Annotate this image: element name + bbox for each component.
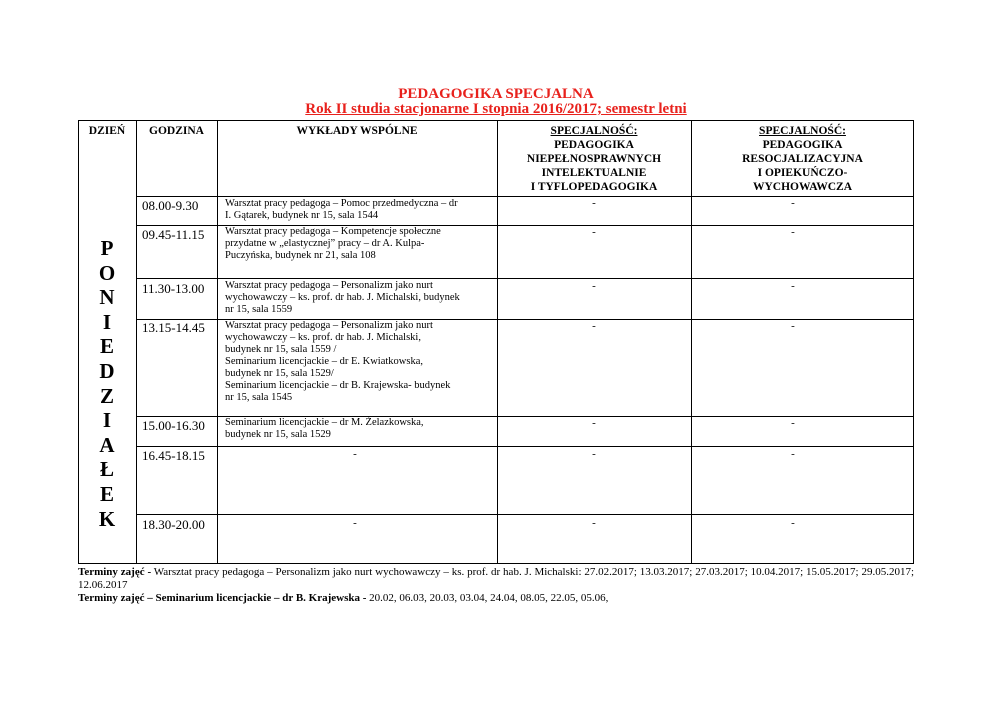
day-letter: K — [98, 506, 116, 531]
specialty-2-cell: - — [791, 197, 795, 209]
time-slot: 18.30-20.00 — [142, 517, 205, 532]
day-letter: O — [98, 260, 116, 285]
lecture-cell: - — [353, 517, 357, 529]
specialty-1-cell: - — [592, 320, 596, 332]
page-subtitle: Rok II studia stacjonarne I stopnia 2016/2017; semestr letni — [305, 101, 687, 117]
header-day: DZIEŃ — [88, 125, 126, 137]
specialty-1-cell: - — [592, 197, 596, 209]
lecture-line: nr 15, sala 1545 — [225, 392, 293, 403]
page-title: PEDAGOGIKA SPECJALNA — [398, 86, 594, 102]
time-slot: 16.45-18.15 — [142, 448, 205, 463]
specialty-1-cell: - — [592, 226, 596, 238]
header-specialty-2 — [691, 124, 914, 194]
specialty-2-name: PEDAGOGIKA — [762, 139, 843, 151]
time-slot: 15.00-16.30 — [142, 418, 205, 433]
lecture-line: Warsztat pracy pedagoga – Pomoc przedmedyczna – dr — [225, 198, 458, 209]
specialty-1-cell: - — [592, 448, 596, 460]
header-lectures: WYKŁADY WSPÓLNE — [296, 125, 418, 137]
lecture-line: I. Gątarek, budynek nr 15, sala 1544 — [225, 210, 379, 221]
specialty-1-label: SPECJALNOŚĆ: — [550, 125, 638, 137]
specialty-2-cell: - — [791, 448, 795, 460]
lecture-line: wychowawczy – ks. prof. dr hab. J. Michalski, budynek — [225, 292, 460, 303]
header-hour: GODZINA — [149, 125, 204, 137]
specialty-2-cell: - — [791, 280, 795, 292]
specialty-1-cell: - — [592, 417, 596, 429]
lecture-line: Warsztat pracy pedagoga – Personalizm jako nurt — [225, 320, 433, 331]
specialty-1-cell: - — [592, 280, 596, 292]
specialty-2-cell: - — [791, 320, 795, 332]
col-divider — [136, 120, 137, 564]
day-letter: A — [99, 432, 115, 457]
day-letter: N — [99, 285, 115, 310]
time-slot: 08.00-9.30 — [142, 198, 199, 213]
lecture-line: przydatne w „elastycznej” pracy – dr A. Kulpa- — [225, 238, 425, 249]
lecture-line: wychowawczy – ks. prof. dr hab. J. Michalski, — [225, 332, 421, 343]
specialty-1-name: PEDAGOGIKA — [554, 139, 634, 151]
specialty-1-name: I TYFLOPEDAGOGIKA — [530, 181, 658, 193]
specialty-2-cell: - — [791, 417, 795, 429]
schedule-notes — [78, 566, 914, 605]
specialty-1-name: NIEPEŁNOSPRAWNYCH — [526, 153, 662, 165]
day-letter: E — [99, 334, 114, 359]
lecture-cell — [225, 417, 495, 441]
day-name-vertical — [78, 236, 136, 531]
lecture-line: Seminarium licencjackie – dr M. Żelazkowska, — [225, 417, 424, 428]
time-slot: 13.15-14.45 — [142, 320, 205, 335]
specialty-2-cell: - — [791, 226, 795, 238]
lecture-cell: - — [353, 448, 357, 460]
note-krajewska — [78, 592, 914, 605]
lecture-line: Seminarium licencjackie – dr B. Krajewska- budynek — [225, 380, 451, 391]
note-label: Terminy zajęć – Seminarium licencjackie – dr B. Krajewska - — [78, 592, 367, 604]
lecture-line: Seminarium licencjackie – dr E. Kwiatkowska, — [225, 356, 423, 367]
day-letter: P — [100, 236, 114, 260]
row-divider — [136, 278, 914, 279]
lecture-cell — [225, 226, 495, 262]
day-letter: E — [99, 481, 114, 506]
lecture-line: Puczyńska, budynek nr 21, sala 108 — [225, 250, 376, 261]
note-text: Warsztat pracy pedagoga – Personalizm jako nurt wychowawczy – ks. prof. dr hab. J. Michalski: 27.02.2017; 13.03.2017; 27.03.2017; 10.04.2017; 15.05.2017; 29.05.2017; 12.06.2017 — [78, 566, 914, 591]
lecture-line: Warsztat pracy pedagoga – Kompetencje społeczne — [225, 226, 441, 237]
lecture-cell — [225, 280, 495, 316]
row-divider — [136, 446, 914, 447]
lecture-line: budynek nr 15, sala 1529/ — [225, 368, 334, 379]
lecture-cell — [225, 320, 495, 404]
time-slot: 09.45-11.15 — [142, 227, 205, 242]
note-label: Terminy zajęć - — [78, 566, 152, 578]
specialty-1-name: INTELEKTUALNIE — [541, 167, 647, 179]
lecture-line: budynek nr 15, sala 1529 — [225, 429, 331, 440]
day-letter: D — [99, 358, 115, 383]
col-divider — [217, 120, 218, 564]
time-slot: 11.30-13.00 — [142, 281, 205, 296]
specialty-2-cell: - — [791, 517, 795, 529]
specialty-2-name: I OPIEKUŃCZO- — [757, 167, 848, 179]
day-letter: Ł — [99, 457, 114, 482]
lecture-cell — [225, 198, 495, 222]
day-letter: I — [102, 408, 112, 433]
specialty-2-label: SPECJALNOŚĆ: — [759, 125, 846, 137]
lecture-line: Warsztat pracy pedagoga – Personalizm jako nurt — [225, 280, 433, 291]
row-divider — [136, 514, 914, 515]
day-letter: Z — [99, 383, 114, 408]
header-specialty-1 — [497, 124, 691, 194]
day-letter: I — [102, 309, 112, 334]
lecture-line: budynek nr 15, sala 1559 / — [225, 344, 337, 355]
specialty-1-cell: - — [592, 517, 596, 529]
lecture-line: nr 15, sala 1559 — [225, 304, 293, 315]
note-text: 20.02, 06.03, 20.03, 03.04, 24.04, 08.05, 22.05, 05.06, — [366, 592, 609, 604]
note-michalski — [78, 566, 914, 592]
specialty-2-name: RESOCJALIZACYJNA — [742, 153, 863, 165]
specialty-2-name: WYCHOWAWCZA — [752, 181, 853, 193]
